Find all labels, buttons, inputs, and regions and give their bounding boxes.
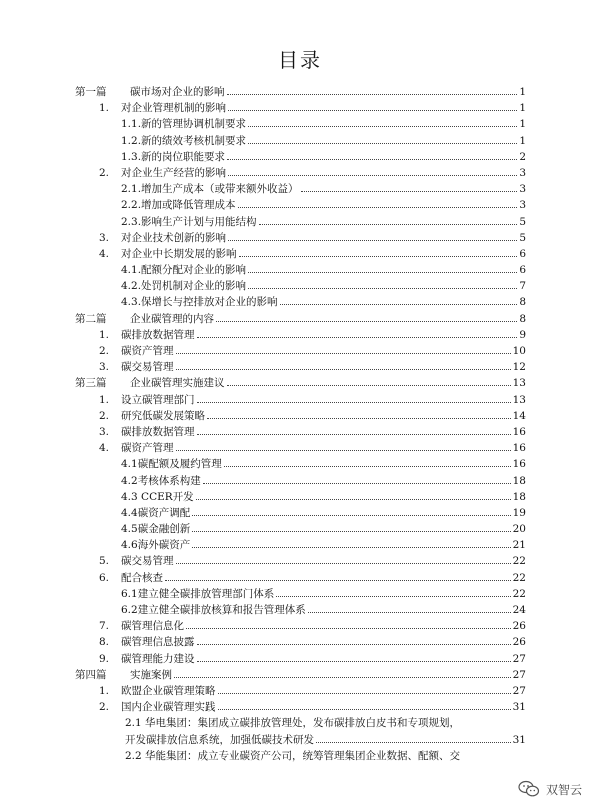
toc-entry-multiline[interactable] [75,748,526,764]
toc-leader-dots [176,369,511,370]
toc-entry-text: 1.1.新的管理协调机制要求 [121,118,247,131]
toc-entry-text: 2.2.增加或降低管理成本 [121,199,236,212]
toc-entry[interactable] [75,489,526,505]
toc-entry[interactable] [75,294,526,310]
toc-entry-text: 碳排放数据管理 [121,328,195,341]
toc-entry[interactable] [75,375,526,391]
toc-entry-label [75,602,306,618]
watermark-text: 双智云 [545,782,582,797]
toc-entry-multiline[interactable] [75,715,526,747]
toc-entry-number: 3. [99,425,110,438]
toc-entry-label [75,699,216,715]
toc-leader-dots [227,159,517,160]
toc-entry-label [75,133,246,149]
toc-leader-dots [192,515,510,516]
toc-entry[interactable] [75,521,526,537]
toc-entry-text: 对企业技术创新的影响 [121,231,226,244]
toc-entry-number: 2. [99,166,110,179]
toc-entry-label [75,165,226,181]
toc-entry-text: 对企业管理机制的影响 [121,102,226,115]
toc-page-number: 14 [512,409,526,422]
toc-entry-text: 2.1.增加生产成本（或带来额外收益） [121,183,299,196]
toc-leader-dots [196,499,511,500]
toc-page-number: 18 [512,490,526,503]
toc-entry-text: 企业碳管理的内容 [130,312,214,325]
toc-entry[interactable] [75,651,526,667]
toc-page-number: 1 [519,102,526,115]
toc-leader-dots [176,563,511,564]
toc-leader-dots [192,547,510,548]
toc-page-number: 13 [512,393,526,406]
toc-leader-dots [197,337,518,338]
toc-entry-label [75,84,225,100]
toc-entry[interactable] [75,214,526,230]
toc-entry-text: 4.1碳配额及履约管理 [121,458,222,471]
toc-entry-text: 6.2建立健全碳排放核算和报告管理体系 [121,604,306,616]
toc-leader-dots [197,644,511,645]
toc-entry-text: 4.2考核体系构建 [121,474,201,487]
toc-entry[interactable] [75,634,526,650]
toc-leader-dots [248,288,517,289]
toc-entry[interactable] [75,181,526,197]
toc-entry-number: 6. [99,571,110,584]
toc-leader-dots [239,256,518,257]
toc-entry-text: 对企业生产经营的影响 [121,166,226,179]
toc-entry-text: 配合核查 [121,571,163,584]
toc-leader-dots [301,191,518,192]
toc-leader-dots [224,466,511,467]
toc-entry-number: 1. [99,393,110,406]
toc-leader-dots [248,272,517,273]
toc-entry-label [75,667,172,683]
toc-entry-text: 4.6海外碳资产 [121,539,191,552]
toc-entry-text: 4.1.配额分配对企业的影响 [121,264,247,277]
toc-entry-text: 4.3 CCER开发 [121,490,194,503]
toc-page-number: 22 [512,587,526,600]
toc-page-number: 9 [519,328,526,341]
toc-entry-label [75,634,195,650]
toc-leader-dots [228,110,517,111]
toc-page-number: 8 [519,296,526,309]
toc-entry-number: 1. [99,328,110,341]
toc-leader-dots [216,321,517,322]
toc-entry[interactable] [75,440,526,456]
toc-entry-text: 碳管理信息化 [121,620,184,633]
toc-leader-dots [238,207,518,208]
toc-entry-label [75,343,174,359]
toc-entry-label [75,230,226,246]
toc-page-number: 6 [519,247,526,260]
toc-entry-text: 4.2.处罚机制对企业的影响 [121,280,247,293]
toc-page-number: 27 [512,668,526,681]
toc-leader-dots [203,483,511,484]
toc-page-number: 3 [519,199,526,212]
toc-entry[interactable] [75,84,526,100]
toc-entry-text: 4.5碳金融创新 [121,523,191,536]
toc-leader-dots [197,402,511,403]
toc-entry-text: 碳市场对企业的影响 [130,86,225,98]
toc-entry[interactable] [75,537,526,553]
toc-entry-number: 第四篇 [75,668,107,681]
toc-entry-text: 国内企业碳管理实践 [121,701,216,714]
page-title: 目录 [278,48,322,72]
toc-leader-dots [228,175,517,176]
toc-page-number: 6 [519,264,526,277]
toc-entry-text: 碳交易管理 [121,361,174,374]
toc-page-number: 5 [519,215,526,228]
toc-leader-dots [192,531,510,532]
toc-entry-label [75,521,190,537]
toc-leader-dots [228,240,517,241]
toc-page-number: 2 [519,150,526,163]
toc-page-number: 10 [512,345,526,357]
toc-entry-number: 7. [99,620,110,633]
toc-page-number: 8 [519,312,526,325]
toc-entry-label [75,392,195,408]
toc-leader-dots [316,742,511,743]
toc-entry-text: 碳资产管理 [121,345,174,357]
toc-entry[interactable] [75,553,526,569]
toc-entry-number: 4. [99,442,110,455]
toc-entry-text: 碳排放数据管理 [121,425,195,438]
toc-leader-dots [176,450,511,451]
toc-entry[interactable] [75,359,526,375]
toc-entry-text-line2: 开发碳排放信息系统，加强低碳技术研发 [125,733,314,746]
toc-entry[interactable] [75,699,526,715]
toc-entry[interactable] [75,133,526,149]
toc-entry[interactable] [75,278,526,294]
toc-page-number: 22 [512,571,526,584]
toc-entry[interactable] [75,424,526,440]
toc-entry-text: 4.3.保增长与控排放对企业的影响 [121,296,278,309]
toc-entry-label [75,618,184,634]
toc-leader-dots [218,693,511,694]
toc-entry-text: 碳管理能力建设 [121,652,195,665]
toc-entry[interactable] [75,505,526,521]
toc-entry-label [75,683,216,699]
toc-entry-label [75,553,174,569]
toc-entry-text: 欧盟企业碳管理策略 [121,684,216,697]
toc-leader-dots [197,661,511,662]
toc-entry-number: 5. [99,555,110,568]
toc-entry[interactable] [75,311,526,327]
toc-entry[interactable] [75,683,526,699]
toc-entry-label [75,408,205,424]
toc-entry[interactable] [75,165,526,181]
toc-entry-label [75,375,225,391]
toc-entry-label [75,505,190,521]
toc-entry-text: 实施案例 [130,668,172,681]
toc-entry-number: 1. [99,102,110,115]
toc-entry-label [75,473,201,489]
toc-page-number: 22 [512,555,526,568]
toc-entry-label [75,116,246,132]
toc-page-number: 7 [519,280,526,293]
toc-entry-label [75,197,236,213]
toc-entry[interactable] [75,586,526,602]
toc-entry[interactable] [75,197,526,213]
toc-page-number: 16 [512,458,526,471]
toc-entry-label [75,278,246,294]
toc-entry-text-line1: 2.1 华电集团：集团成立碳排放管理处，发布碳排放白皮书和专项规划， [125,717,461,730]
toc-entry-text: 对企业中长期发展的影响 [121,247,237,260]
toc-page-number: 24 [512,604,526,616]
toc-leader-dots [308,612,511,613]
toc-entry-label [75,456,222,472]
toc-page-number: 31 [512,701,526,714]
toc-page-number: 21 [512,539,526,552]
toc-leader-dots [227,94,518,95]
toc-entry[interactable] [75,149,526,165]
toc-page-number: 13 [512,377,526,390]
toc-leader-dots [207,418,511,419]
toc-entry-text-line1: 2.2 华能集团：成立专业碳资产公司，统筹管理集团企业数据、配额、交 [125,749,461,762]
watermark [518,780,582,798]
toc-entry-label [75,262,246,278]
toc-page-number: 1 [519,134,526,147]
toc-page-number: 3 [519,166,526,179]
toc-entry-label [75,214,257,230]
toc-page-number: 27 [512,684,526,697]
toc-entry-number: 3. [99,231,110,244]
toc-entry-label [75,327,195,343]
toc-page-number: 27 [512,652,526,665]
toc-entry[interactable] [75,246,526,262]
toc-page-number: 5 [519,231,526,244]
toc-entry[interactable] [75,116,526,132]
toc-entry[interactable] [75,602,526,618]
toc-entry-number: 第一篇 [75,86,107,98]
toc-leader-dots [248,143,517,144]
toc-entry[interactable] [75,230,526,246]
toc-entry-label [75,537,190,553]
toc-leader-dots [174,677,511,678]
toc-entry-label [75,359,174,375]
toc-entry-number: 第二篇 [75,312,107,325]
toc-entry-label [75,489,194,505]
toc-entry-number: 第三篇 [75,377,107,390]
table-of-contents [75,84,526,764]
toc-page-number: 26 [512,620,526,633]
toc-entry-text-line2-row [75,732,526,748]
toc-entry-text: 1.3.新的岗位职能要求 [121,150,226,163]
toc-entry-label [75,246,237,262]
toc-leader-dots [227,385,511,386]
toc-entry-label [75,440,174,456]
toc-entry-label [75,424,195,440]
toc-page-number: 20 [512,523,526,536]
toc-page-number: 1 [519,86,526,98]
toc-entry[interactable] [75,408,526,424]
toc-entry-label [75,181,299,197]
toc-entry[interactable] [75,262,526,278]
toc-entry-text: 碳资产管理 [121,442,174,455]
toc-leader-dots [259,224,518,225]
toc-entry-label [75,586,274,602]
toc-leader-dots [176,353,511,354]
toc-page-number: 16 [512,442,526,455]
toc-entry[interactable] [75,667,526,683]
toc-page-number: 12 [512,361,526,374]
toc-page-number: 19 [512,506,526,519]
toc-entry[interactable] [75,100,526,116]
toc-page-number: 16 [512,425,526,438]
toc-leader-dots [218,709,511,710]
toc-entry-number: 2. [99,409,110,422]
toc-entry-text: 碳交易管理 [121,555,174,568]
toc-leader-dots [197,434,511,435]
toc-entry[interactable] [75,618,526,634]
toc-entry-text: 1.2.新的绩效考核机制要求 [121,134,247,147]
toc-entry[interactable] [75,343,526,359]
toc-leader-dots [165,580,511,581]
toc-entry-label [75,294,278,310]
toc-entry[interactable] [75,456,526,472]
toc-entry-number: 2. [99,701,110,714]
toc-entry-label [75,311,214,327]
toc-leader-dots [280,304,518,305]
toc-entry[interactable] [75,327,526,343]
toc-page-number: 26 [512,636,526,649]
toc-entry-text: 4.4碳资产调配 [121,506,191,519]
toc-leader-dots [276,596,510,597]
toc-entry-text: 研究低碳发展策略 [121,409,205,422]
toc-entry[interactable] [75,392,526,408]
toc-entry-number: 1. [99,684,110,697]
toc-leader-dots [248,126,517,127]
toc-entry[interactable] [75,473,526,489]
toc-page-number: 1 [519,118,526,131]
toc-entry-label [75,651,195,667]
toc-entry-number: 8. [99,636,110,649]
toc-page-number: 31 [512,733,526,746]
toc-entry-number: 3. [99,361,110,374]
toc-entry-number: 2. [99,345,110,357]
toc-entry[interactable] [75,570,526,586]
toc-entry-text: 设立碳管理部门 [121,393,195,406]
toc-entry-text: 碳管理信息披露 [121,636,195,649]
toc-entry-number: 4. [99,247,110,260]
toc-entry-number: 9. [99,652,110,665]
toc-entry-label [75,149,225,165]
toc-entry-text: 2.3.影响生产计划与用能结构 [121,215,257,228]
wechat-icon [518,780,540,798]
toc-page-number: 18 [512,474,526,487]
toc-entry-label [75,100,226,116]
toc-entry-label [75,570,163,586]
toc-entry-text: 企业碳管理实施建议 [130,377,225,390]
toc-leader-dots [186,628,511,629]
toc-entry-text: 6.1建立健全碳排放管理部门体系 [121,587,275,600]
toc-page-number: 3 [519,183,526,196]
